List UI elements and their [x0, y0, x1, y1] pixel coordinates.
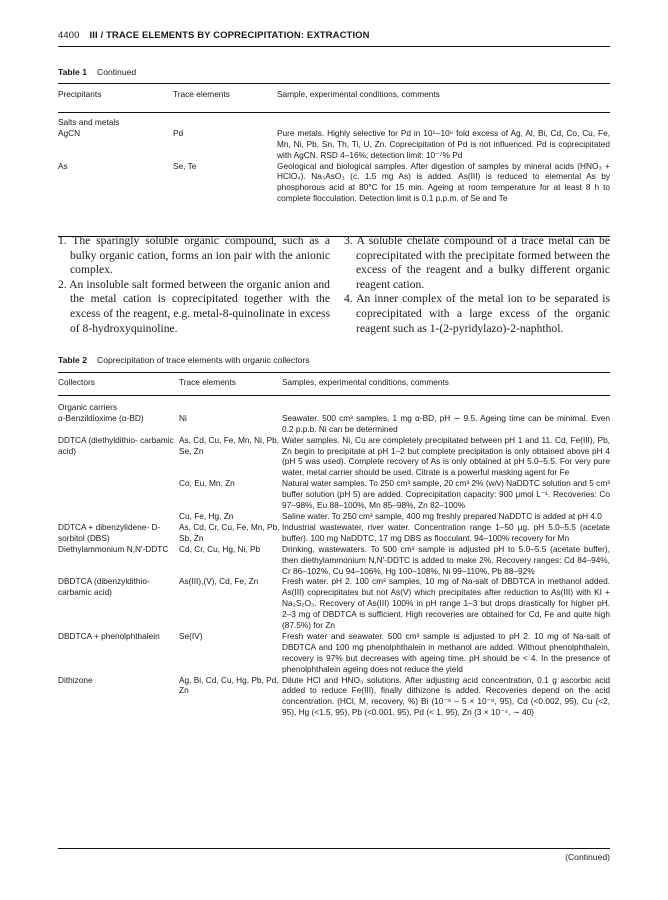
comment-cell: Seawater. 500 cm³ samples, 1 mg α-BD, pH ∼ 9.5. Ageing time can be minimal. Even 0.2 p.p.b. Ni can be determined [282, 412, 610, 434]
list-column-right [344, 234, 610, 336]
table-row [58, 478, 610, 511]
elements-cell: Ag, Bi, Cd, Cu, Hg, Pb, Pd, Zn [179, 674, 279, 696]
table-row [58, 435, 610, 479]
comment-cell: Pure metals. Highly selective for Pd in 10⁵–10⁶ fold excess of Ag, Al, Bi, Cd, Co, Cu, Fe, Mn, Ni, Pb, Sn, Th, Ti, U, Zn. Coprecipitation of Pd is not influenced. Pd is coprecipitated with AgCN. RSD 4–16%; detection limit: 10⁻⁷% Pd [277, 127, 610, 160]
elements-cell: Pd [173, 127, 184, 138]
running-header [58, 30, 370, 41]
table-row [58, 522, 610, 544]
comment-cell: Geological and biological samples. After digestion of samples by mineral acids (HNO₃ + HClO₄). Na₃AsO₃ (c. 1.5 mg As) is added. As(III) is reduced to elemental As by phosphorous acid at 80°C for 15 min. Ageing at room temperature for at least 8 h to complete flocculation. Detection limit is 0.1 p.p.m. of Se and Te [277, 160, 610, 204]
table-row [58, 576, 610, 631]
list-item: 4. An inner complex of the metal ion to be separated is coprecipitated with a large excess of the organic reagent such as 1-(2-pyridylazo)-2-naphthol. [344, 292, 610, 335]
running-title: III / TRACE ELEMENTS BY COPRECIPITATION: EXTRACTION [89, 30, 370, 41]
collector-cell: DBDTCA + phenolphthalein [58, 630, 160, 641]
table2-header-collectors: Collectors [58, 377, 95, 387]
elements-cell: Co, Eu, Mn, Zn [179, 478, 235, 489]
continued-note: (Continued) [565, 852, 610, 862]
elements-cell: Cu, Fe, Hg, Zn [179, 510, 234, 521]
table1-caption [58, 67, 136, 77]
elements-cell: As(III),(V), Cd, Fe, Zn [179, 576, 259, 587]
comment-cell: Fresh water and seawater. 500 cm³ sample is adjusted to pH 2. 10 mg of Na-salt of DBDTCA and 100 mg phenolphthalein in methanol are added. Without phenolphthalein, recovery is 97% but decreases with ageing time. pH should be < 4. In the presence of phenolphthalein ageing does not reduce the yield [282, 630, 610, 674]
page-number: 4400 [58, 30, 80, 41]
table2-caption-text: Coprecipitation of trace elements with organic collectors [96, 355, 310, 365]
table2-top-rule [58, 372, 610, 373]
elements-cell: As, Cd, Cr, Cu, Fe, Mn, Pb, Sb, Zn [179, 521, 280, 543]
table2 [58, 377, 610, 718]
table1-section-row [58, 117, 610, 128]
table-row [58, 128, 610, 161]
list-item: 2. An insoluble salt formed between the organic anion and the metal cation is coprecipitated together with the excess of the reagent, e.g. metal-8-quinolinate in excess of 8-hydroxyquinoline. [58, 277, 330, 335]
precipitant-cell: AgCN [58, 127, 81, 138]
table-row [58, 413, 610, 435]
table1-header-row [58, 89, 610, 100]
table2-header-comments: Samples, experimental conditions, comments [282, 377, 449, 387]
elements-cell: As, Cd, Cu, Fe, Mn, Ni, Pb, Se, Zn [179, 434, 280, 456]
table2-caption [58, 355, 310, 365]
collector-cell [58, 478, 179, 511]
list-column-left [58, 234, 330, 336]
list-item: 3. A soluble chelate compound of a trace metal can be coprecipitated with the precipitate formed between the excess of the reagent and a bulky different organic reagent cation. [344, 234, 610, 291]
table2-header-row [58, 377, 610, 388]
table2-section-row [58, 402, 610, 413]
table1-header-elements: Trace elements [173, 89, 230, 99]
collector-cell: α-Benzildioxime (α-BD) [58, 412, 144, 423]
comment-cell: Water samples. Ni, Cu are completely precipitated between pH 1 and 11. Cd, Fe(III), Pb, Zn begin to precipitate at pH 1–2 but complete precipitation is only obtained above pH 4 (pH 5 was used). Complete recovery of As is only obtained at pH 5.0–5.5. For very pure water, metal carrier should be used. Citrate is a powerful masking agent for Fe [282, 434, 610, 478]
table1-top-rule [58, 83, 610, 84]
collector-cell: DBDTCA (dibenzyldithio- carbamic acid) [58, 576, 150, 598]
list-item: 1. The sparingly soluble organic compound, such as a bulky organic cation, forms an ion pair with the anionic complex. [58, 234, 330, 277]
table2-header-elements: Trace elements [179, 377, 236, 387]
comment-cell: Drinking, wastewaters. To 500 cm³ sample is adjusted pH to 5.0–5.5 (acetate buffer), then diethylammonium N,N′-DDTC is added to make 2%. Recovery ranges: Cd 84–94%, Cr 86–102%, Cu 94–106%, Hg 100–108%, Ni 99–110%, Pb 88–92% [282, 543, 610, 576]
table1-label: Table 1 [58, 67, 87, 77]
elements-cell: Ni [179, 412, 187, 423]
table1 [58, 89, 610, 204]
collector-cell: DDTCA + dibenzylidene- D-sorbitol (DBS) [58, 521, 161, 543]
comment-cell: Fresh water. pH 2. 100 cm³ samples, 10 mg of Na-salt of DBDTCA in methanol added. As(III) coprecipitates but not As(V) which precipitates after reduction to As(III) with KI + Na₂S₂O₃. Recovery of As(III) 100% in pH range 1–3 but drops drastically for higher pH. 2–3 mg of DBDTCA is sufficient. High recoveries are obtained for Cd, Fe and quite high (87.5%) for Zn [282, 576, 610, 631]
comment-cell: Natural water samples. To 250 cm³ sample, 20 cm³ 2% (w/v) NaDDTC solution and 5 cm³ buffer solution (pH 5) are added. Coprecipitation capacity: 900 μmol L⁻¹. Recoveries: Co 97–98%, Eu 88–100%, Mn 85–98%, Zn 82–100% [282, 478, 610, 511]
table2-section-title: Organic carriers [58, 401, 118, 412]
table1-header-precipitants: Precipitants [58, 89, 102, 99]
precipitant-cell: As [58, 160, 68, 171]
collector-cell [58, 511, 179, 522]
elements-cell: Cd, Cr, Cu, Hg, Ni, Pb [179, 543, 261, 554]
collector-cell: DDTCA (diethyldithio- carbamic acid) [58, 434, 174, 456]
comment-cell: Industrial wastewater, river water. Concentration range 1–50 μg. pH 5.0–5.5 (acetate buffer). 100 mg NaDDTC, 17 mg DBS as flocculant. 94–100% recovery for Mn [282, 521, 610, 543]
header-rule [58, 46, 610, 47]
table-row [58, 544, 610, 577]
comment-cell: Dilute HCl and HNO₃ solutions. After adjusting acid concentration, 0.1 g ascorbic acid added to reduce Fe(III), finally dithizone is added. Recoveries depend on the acid concentration. (HCl, M, recovery, %) Bi (10⁻⁸ – 5 × 10⁻⁸, 95), Cd (<0.002, 95), Cu (<2, 95), Hg (<1.5, 95), Pb (<0.001, 95), Pd (< 1, 95), Zn (3 × 10⁻⁴, ∼ 40) [282, 674, 610, 718]
elements-cell: Se(IV) [179, 630, 203, 641]
table-row [58, 161, 610, 205]
comment-cell: Saline water. To 250 cm³ sample, 400 mg freshly prepared NaDDTC is added at pH 4.0 [282, 510, 602, 521]
table2-bottom-rule [58, 848, 610, 849]
table2-label: Table 2 [58, 355, 87, 365]
table-row [58, 675, 610, 719]
table1-header-comments: Sample, experimental conditions, comments [277, 89, 440, 99]
table1-caption-text: Continued [96, 67, 137, 77]
collector-cell: Dithizone [58, 674, 93, 685]
collector-cell: Diethylammonium N,N′-DDTC [58, 543, 169, 554]
table-row [58, 511, 610, 522]
table-row [58, 631, 610, 675]
table1-section-title: Salts and metals [58, 116, 120, 127]
elements-cell: Se, Te [173, 160, 197, 171]
